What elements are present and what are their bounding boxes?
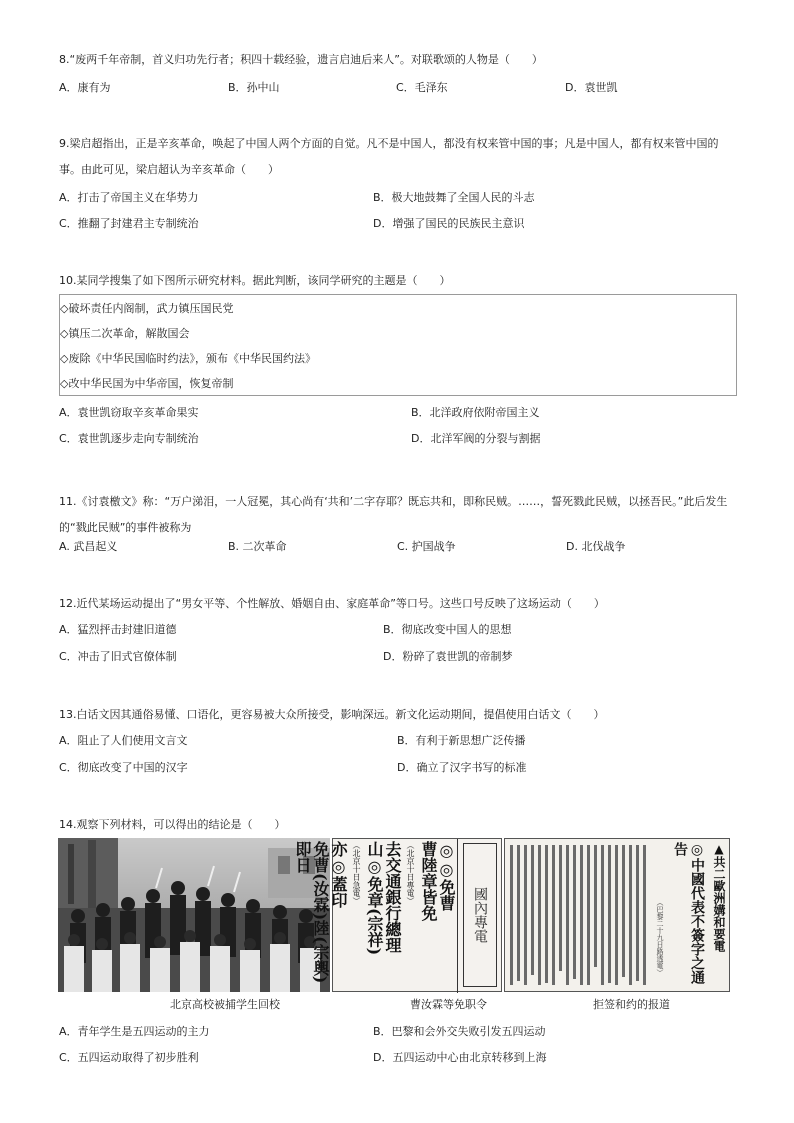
q14-option-d[interactable]: D．五四运动中心由北京转移到上海 — [373, 1051, 547, 1064]
caption-treaty-refusal: 拒签和约的报道 — [593, 998, 670, 1011]
q13-option-d[interactable]: D．确立了汉字书写的标准 — [397, 761, 527, 774]
news-columns — [293, 841, 456, 991]
q9-option-c[interactable]: C．推翻了封建君主专制统治 — [59, 217, 199, 230]
question-13-stem: 13.白话文因其通俗易懂、口语化，更容易被大众所接受，影响深远。新文化运动期间，提倡使用白话文（ ） — [59, 708, 605, 721]
q10-option-c[interactable]: C．袁世凯逐步走向专制统治 — [59, 432, 199, 445]
report-heading: ▲共二歐洲媾和要電 — [712, 842, 726, 952]
question-8-stem: 8.“废两千年帝制，首义归功先行者；积四十载经验，遗言启迪后来人”。对联歌颂的人物是（ ） — [59, 53, 543, 66]
students-return-photo — [58, 838, 330, 992]
q12-option-a[interactable]: A．猛烈抨击封建旧道德 — [59, 623, 177, 636]
question-14-stem: 14.观察下列材料，可以得出的结论是（ ） — [59, 818, 286, 831]
news-note: （北京十日專電） — [406, 841, 415, 905]
question-12-stem: 12.近代某场运动提出了“男女平等、个性解放、婚姻自由、家庭革命”等口号。这些口号反映了这场运动（ ） — [59, 597, 605, 610]
q12-option-b[interactable]: B．彻底改变中国人的思想 — [383, 623, 512, 636]
q13-option-b[interactable]: B．有利于新思想广泛传播 — [397, 734, 526, 747]
news-note: （北京十日急電） — [352, 841, 361, 905]
q10-option-a[interactable]: A．袁世凯窃取辛亥革命果实 — [59, 406, 199, 419]
q8-option-d[interactable]: D．袁世凯 — [565, 81, 618, 94]
material-line: ◇废除《中华民国临时约法》，颁布《中华民国约法》 — [60, 352, 316, 365]
q13-option-c[interactable]: C．彻底改变了中国的汉字 — [59, 761, 188, 774]
q11-option-a[interactable]: A. 武昌起义 — [59, 540, 118, 553]
q14-option-a[interactable]: A．青年学生是五四运动的主力 — [59, 1025, 210, 1038]
q9-option-b[interactable]: B．极大地鼓舞了全国人民的斗志 — [373, 191, 535, 204]
report-body-text — [508, 843, 650, 989]
news-column: 山◎免章(宗祥) — [365, 841, 384, 956]
q12-option-c[interactable]: C．冲击了旧式官僚体制 — [59, 650, 177, 663]
report-title: ◎中國代表不簽字之通告 — [672, 842, 705, 984]
q10-option-b[interactable]: B．北洋政府依附帝国主义 — [411, 406, 540, 419]
dismissal-order-clipping — [293, 838, 502, 992]
q12-option-d[interactable]: D．粉碎了袁世凯的帝制梦 — [383, 650, 513, 663]
material-line: ◇改中华民国为中华帝国，恢复帝制 — [60, 377, 234, 390]
news-column: 去交通銀行總理 — [383, 841, 402, 953]
q8-option-c[interactable]: C．毛泽东 — [396, 81, 448, 94]
q9-option-a[interactable]: A．打击了帝国主义在华势力 — [59, 191, 199, 204]
q11-option-c[interactable]: C. 护国战争 — [397, 540, 456, 553]
news-column: 亦◎蓋印 — [329, 841, 348, 908]
material-line: ◇镇压二次革命，解散国会 — [60, 327, 190, 340]
material-line: ◇破坏责任内阁制，武力镇压国民党 — [60, 302, 234, 315]
treaty-refusal-clipping — [504, 838, 730, 992]
q9-option-d[interactable]: D．增强了国民的民族民主意识 — [373, 217, 525, 230]
q11-option-d[interactable]: D. 北伐战争 — [566, 540, 626, 553]
q11-option-b[interactable]: B. 二次革命 — [228, 540, 287, 553]
news-header: 國內專電 — [463, 843, 497, 987]
caption-students-return: 北京高校被捕学生回校 — [170, 998, 280, 1011]
material-box — [59, 294, 737, 396]
column-divider — [457, 839, 458, 993]
q8-option-a[interactable]: A．康有为 — [59, 81, 111, 94]
q8-option-b[interactable]: B．孙中山 — [228, 81, 280, 94]
news-column: 曹陸章皆免 — [419, 841, 438, 921]
q10-option-d[interactable]: D．北洋军阀的分裂与割据 — [411, 432, 541, 445]
caption-dismissal-order: 曹汝霖等免职令 — [410, 998, 487, 1011]
report-note: （巴黎二十九日路透電） — [656, 899, 664, 976]
news-column: ◎◎免曹 — [437, 841, 456, 911]
q14-option-c[interactable]: C．五四运动取得了初步胜利 — [59, 1051, 199, 1064]
q14-option-b[interactable]: B．巴黎和会外交失败引发五四运动 — [373, 1025, 546, 1038]
news-column: 免曹(汝霖)陸(宗輿)即日 — [293, 841, 330, 984]
q13-option-a[interactable]: A．阻止了人们使用文言文 — [59, 734, 188, 747]
question-9-stem: 9.梁启超指出，正是辛亥革命，唤起了中国人两个方面的自觉。凡不是中国人，都没有权来管中国的事；凡是中国人，都有权来管中国的事。由此可见，梁启超认为辛亥革命（ ） — [59, 137, 719, 176]
question-11-stem: 11.《讨袁檄文》称：“万户涕泪，一人冠冕，其心尚有‘共和’二字存耶？既忘共和，即称民贼。……，誓死戮此民贼，以拯吾民。”此后发生的“戮此民贼”的事件被称为 — [59, 495, 728, 534]
question-10-stem: 10.某同学搜集了如下图所示研究材料。据此判断，该同学研究的主题是（ ） — [59, 274, 451, 287]
